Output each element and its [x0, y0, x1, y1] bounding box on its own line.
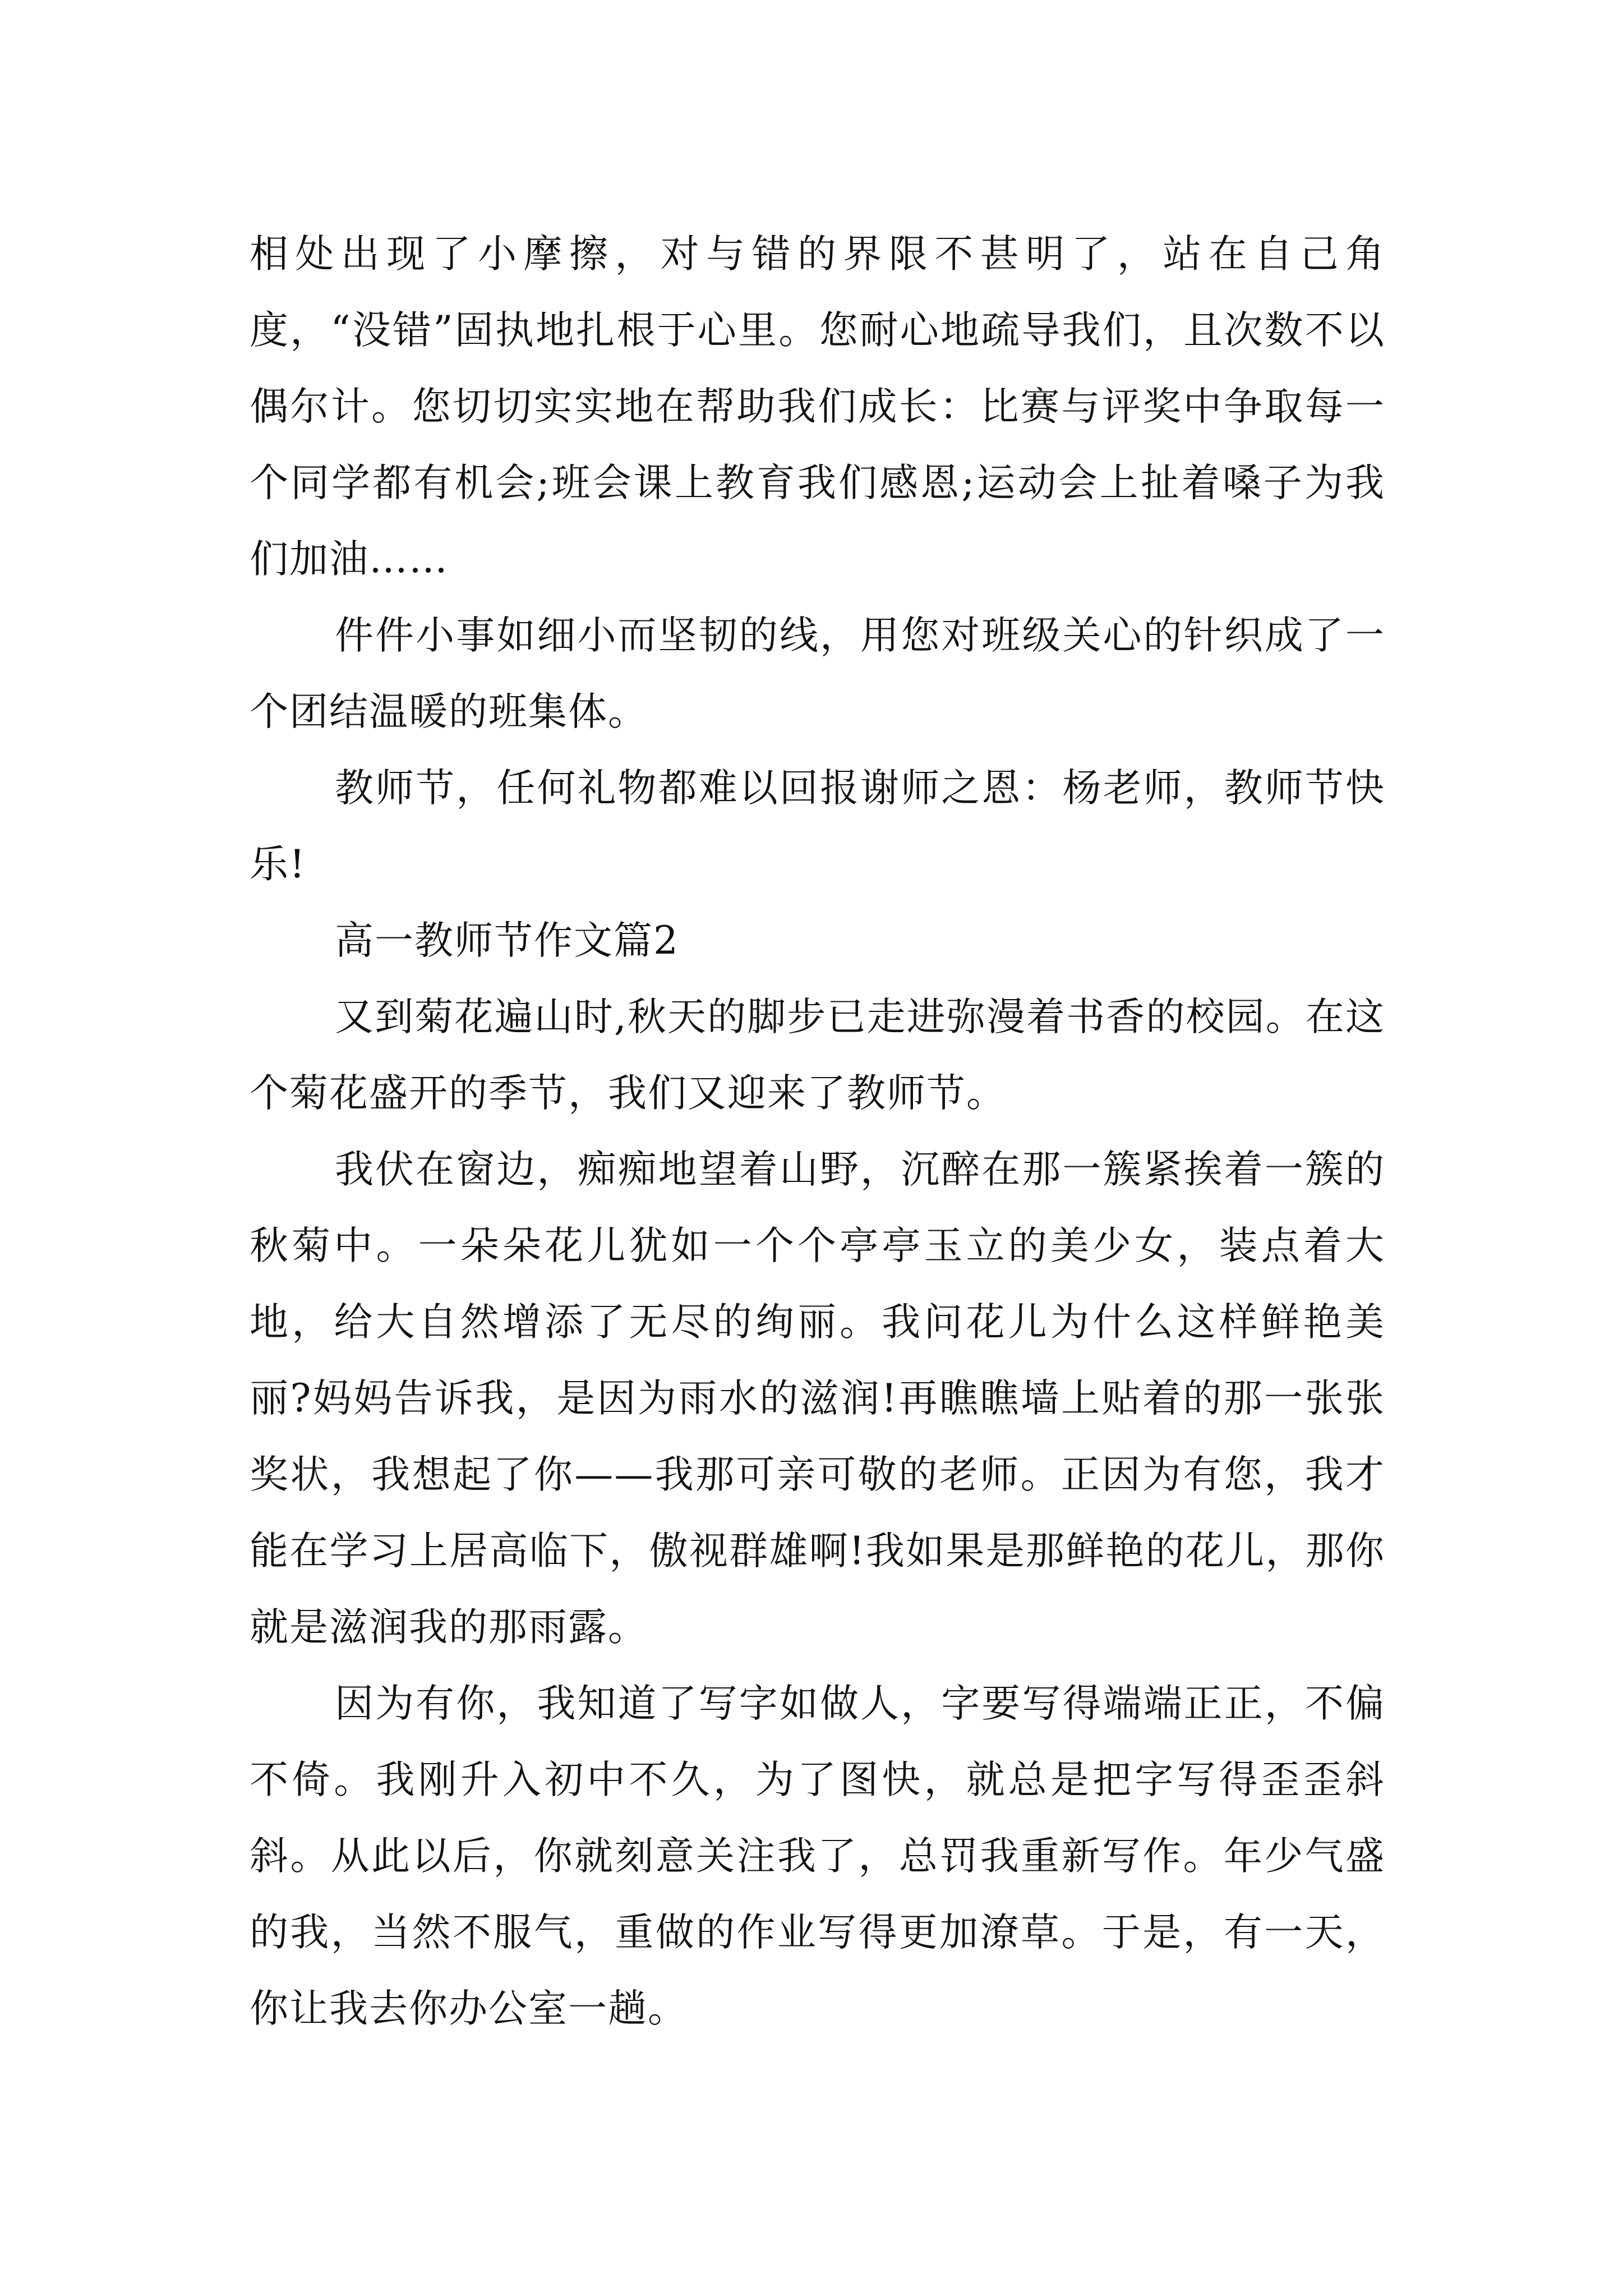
paragraph: 教师节，任何礼物都难以回报谢师之恩：杨老师，教师节快乐! [250, 766, 1385, 887]
paragraph-continuation: 相处出现了小摩擦，对与错的界限不甚明了，站在自己角度，“没错”固执地扎根于心里。您耐心地疏导我们，且次数不以偶尔计。您切切实实地在帮助我们成长：比赛与评奖中争取每一个同学都有机会;班会课上教育我们感恩;运动会上扯着嗓子为我们加油…… [250, 232, 1385, 582]
paragraph: 因为有你，我知道了写字如做人，字要写得端端正正，不偏不倚。我刚升入初中不久，为了图快，就总是把字写得歪歪斜斜。从此以后，你就刻意关注我了，总罚我重新写作。年少气盛的我，当然不服气，重做的作业写得更加潦草。于是，有一天，你让我去你办公室一趟。 [250, 1681, 1385, 2031]
paragraph: 件件小事如细小而坚韧的线，用您对班级关心的针织成了一个团结温暖的班集体。 [250, 613, 1385, 734]
paragraph: 又到菊花遍山时,秋天的脚步已走进弥漫着书香的校园。在这个菊花盛开的季节，我们又迎来了教师节。 [250, 995, 1385, 1116]
section-heading: 高一教师节作文篇2 [335, 918, 679, 963]
document-body [250, 216, 1385, 2047]
paragraph: 我伏在窗边，痴痴地望着山野，沉醉在那一簇紧挨着一簇的秋菊中。一朵朵花儿犹如一个个亭亭玉立的美少女，装点着大地，给大自然增添了无尽的绚丽。我问花儿为什么这样鲜艳美丽?妈妈告诉我，是因为雨水的滋润!再瞧瞧墙上贴着的那一张张奖状，我想起了你——我那可亲可敬的老师。正因为有您，我才能在学习上居高临下，傲视群雄啊!我如果是那鲜艳的花儿，那你就是滋润我的那雨露。 [250, 1147, 1385, 1650]
